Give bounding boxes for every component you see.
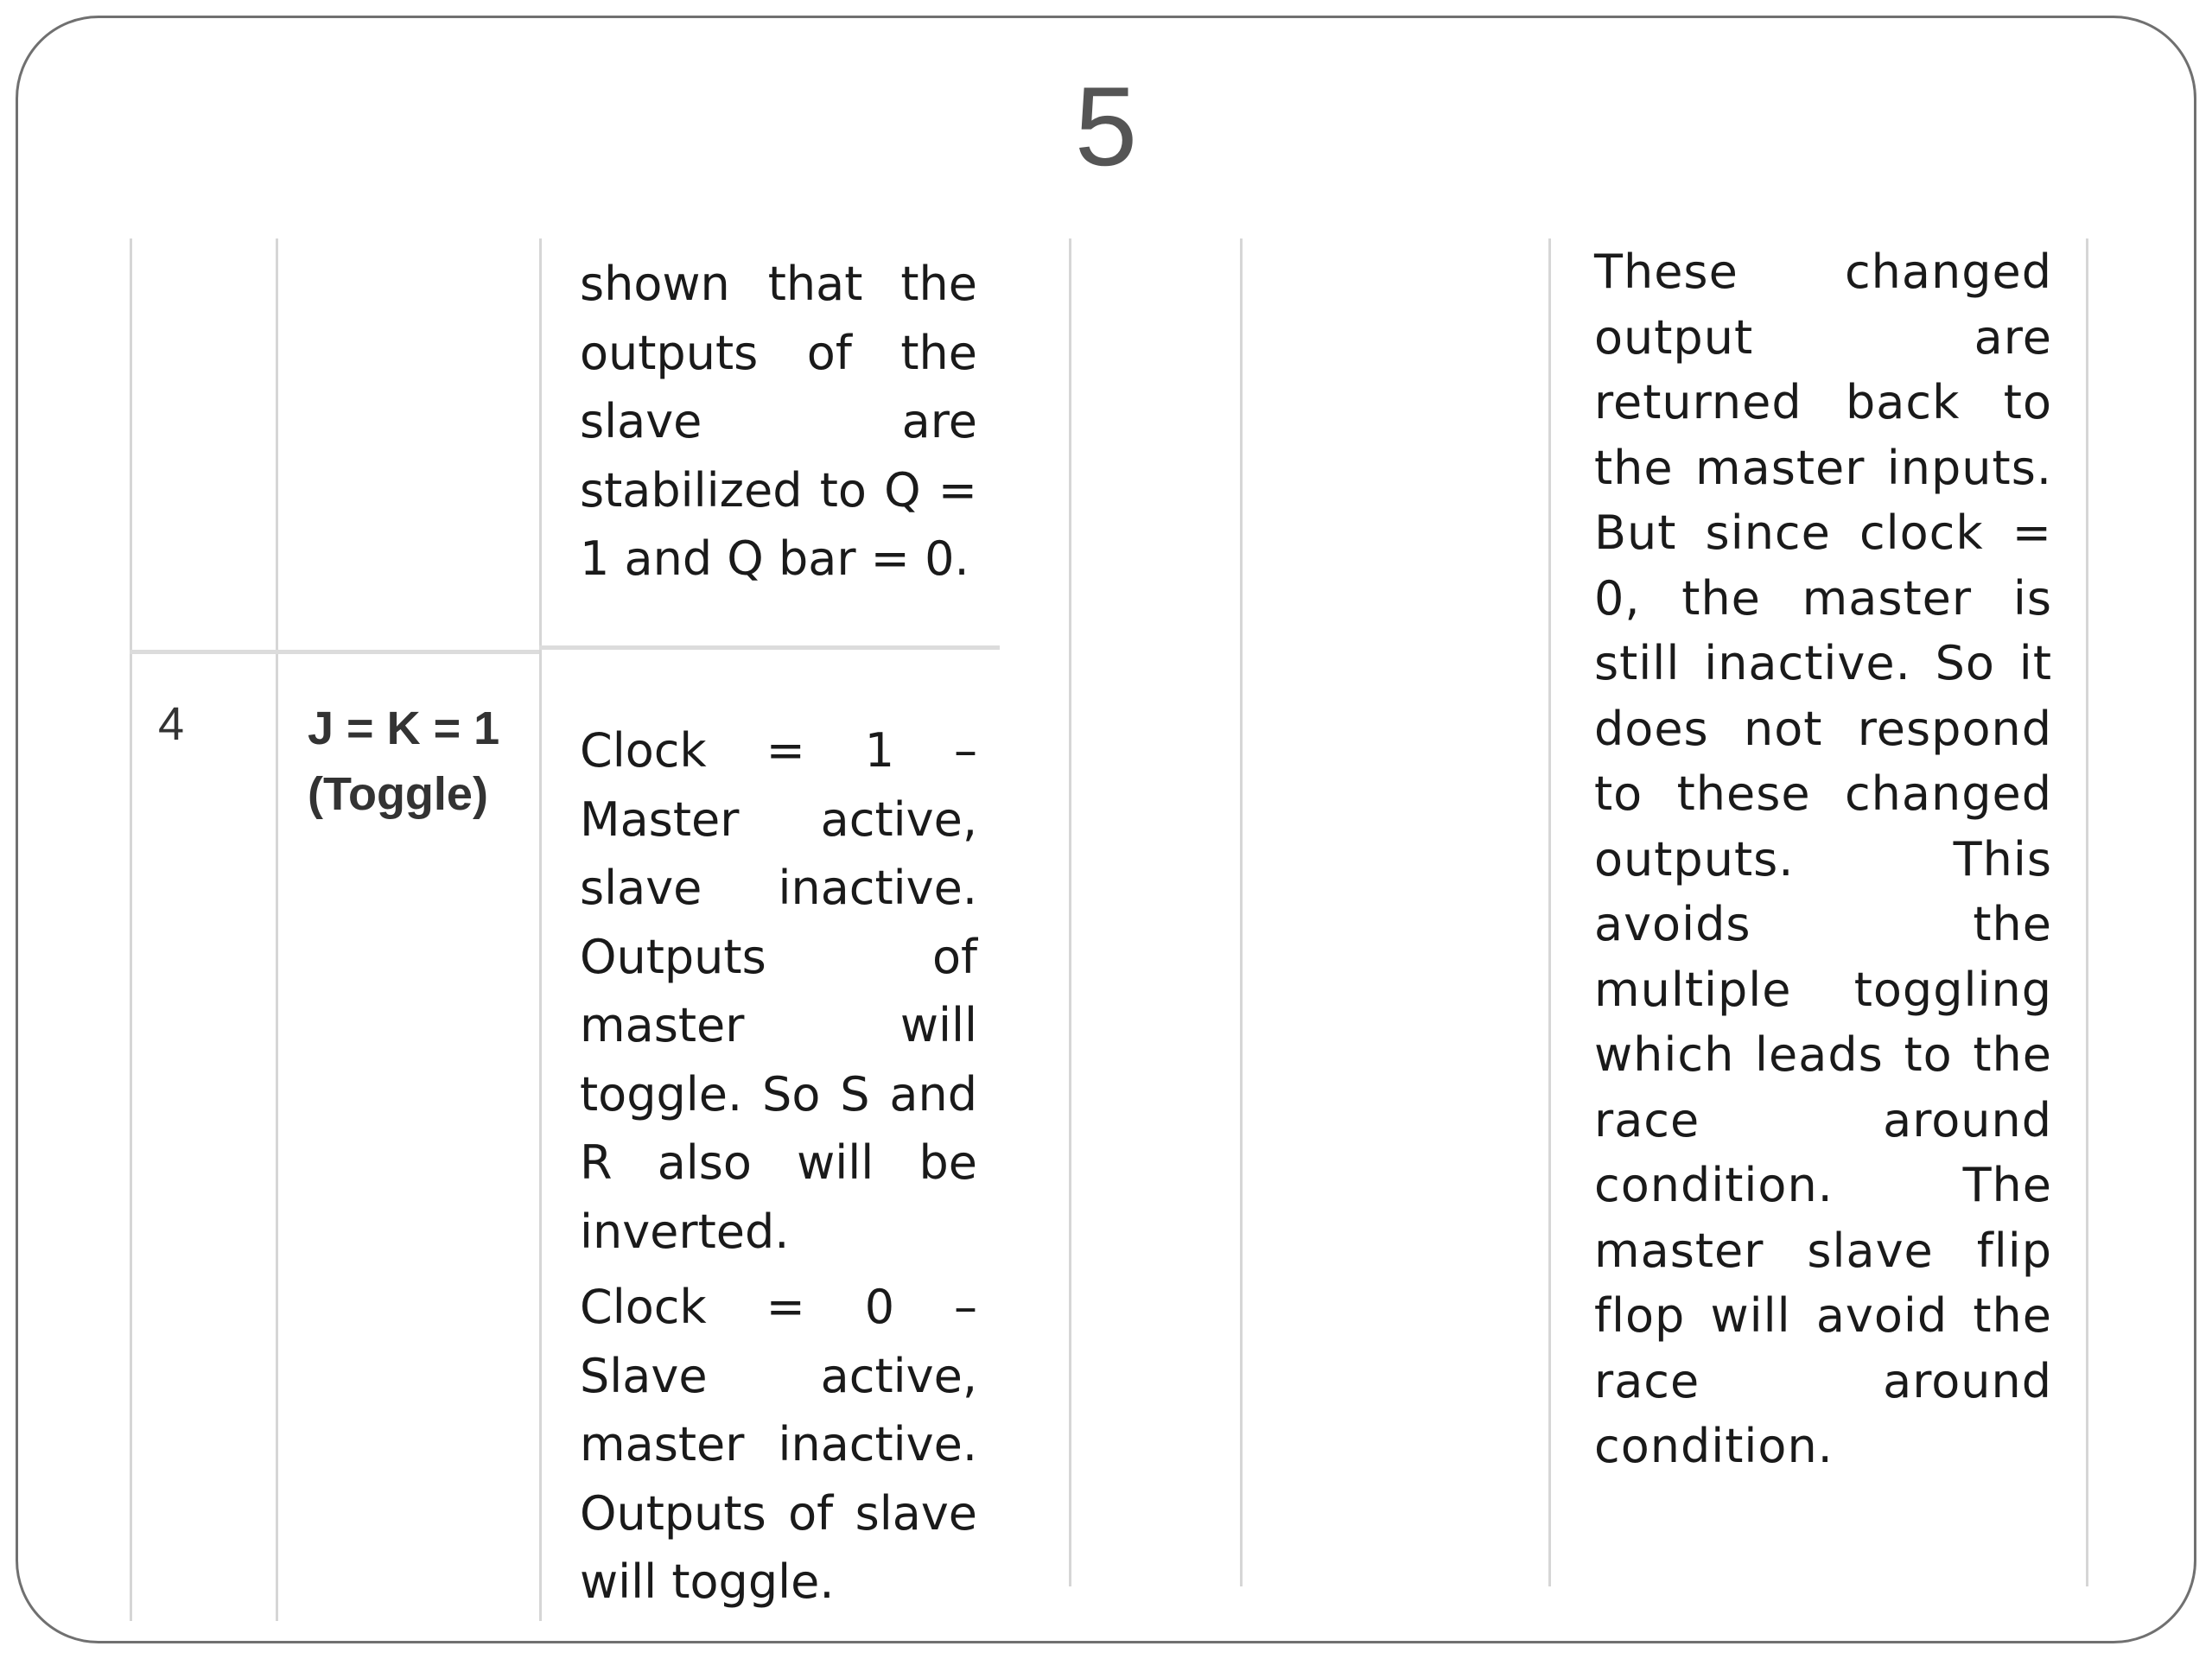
table-cell-remarks — [1594, 239, 2052, 1479]
table-border-left — [130, 238, 132, 1621]
condition-label: J = K = 1 — [308, 702, 500, 754]
slide-number: 5 — [1074, 63, 1138, 189]
table-row-separator-left — [130, 650, 539, 654]
table-cell-operation-continued — [580, 250, 977, 594]
table-divider-condition — [539, 238, 542, 1621]
table-cell-condition — [308, 696, 558, 827]
table-divider-operation — [1069, 238, 1071, 1586]
remarks-text: These changed output are returned back to the master inputs. But since clock = 0, the master is still inactive. So it does not respond to these changed outputs. This avoids the multiple toggling which leads to the race around condition. The master slave flip flop will avoid the race around condition. — [1594, 245, 2052, 1473]
table-divider-sno — [276, 238, 278, 1621]
operation-paragraph-clock-1: Clock = 1 – Master active, slave inactive. Outputs of master will toggle. So S and R also will be inverted. — [580, 723, 977, 1259]
operation-text-continued: shown that the outputs of the slave are stabilized to Q = 1 and Q bar = 0. — [580, 257, 977, 586]
table-row-separator-operation — [539, 645, 1000, 650]
table-cell-operation — [580, 716, 977, 1617]
operation-paragraph-clock-0: Clock = 0 – Slave active, master inactive. Outputs of slave will toggle. — [580, 1280, 977, 1609]
table-border-right — [2086, 238, 2088, 1586]
condition-mode: (Toggle) — [308, 768, 488, 820]
remarks-clip — [1591, 1573, 2075, 1643]
slide — [16, 16, 2196, 1643]
table-cell-sno: 4 — [158, 698, 185, 750]
table-divider-remarks — [1548, 238, 1551, 1586]
table-divider-empty — [1240, 238, 1243, 1586]
